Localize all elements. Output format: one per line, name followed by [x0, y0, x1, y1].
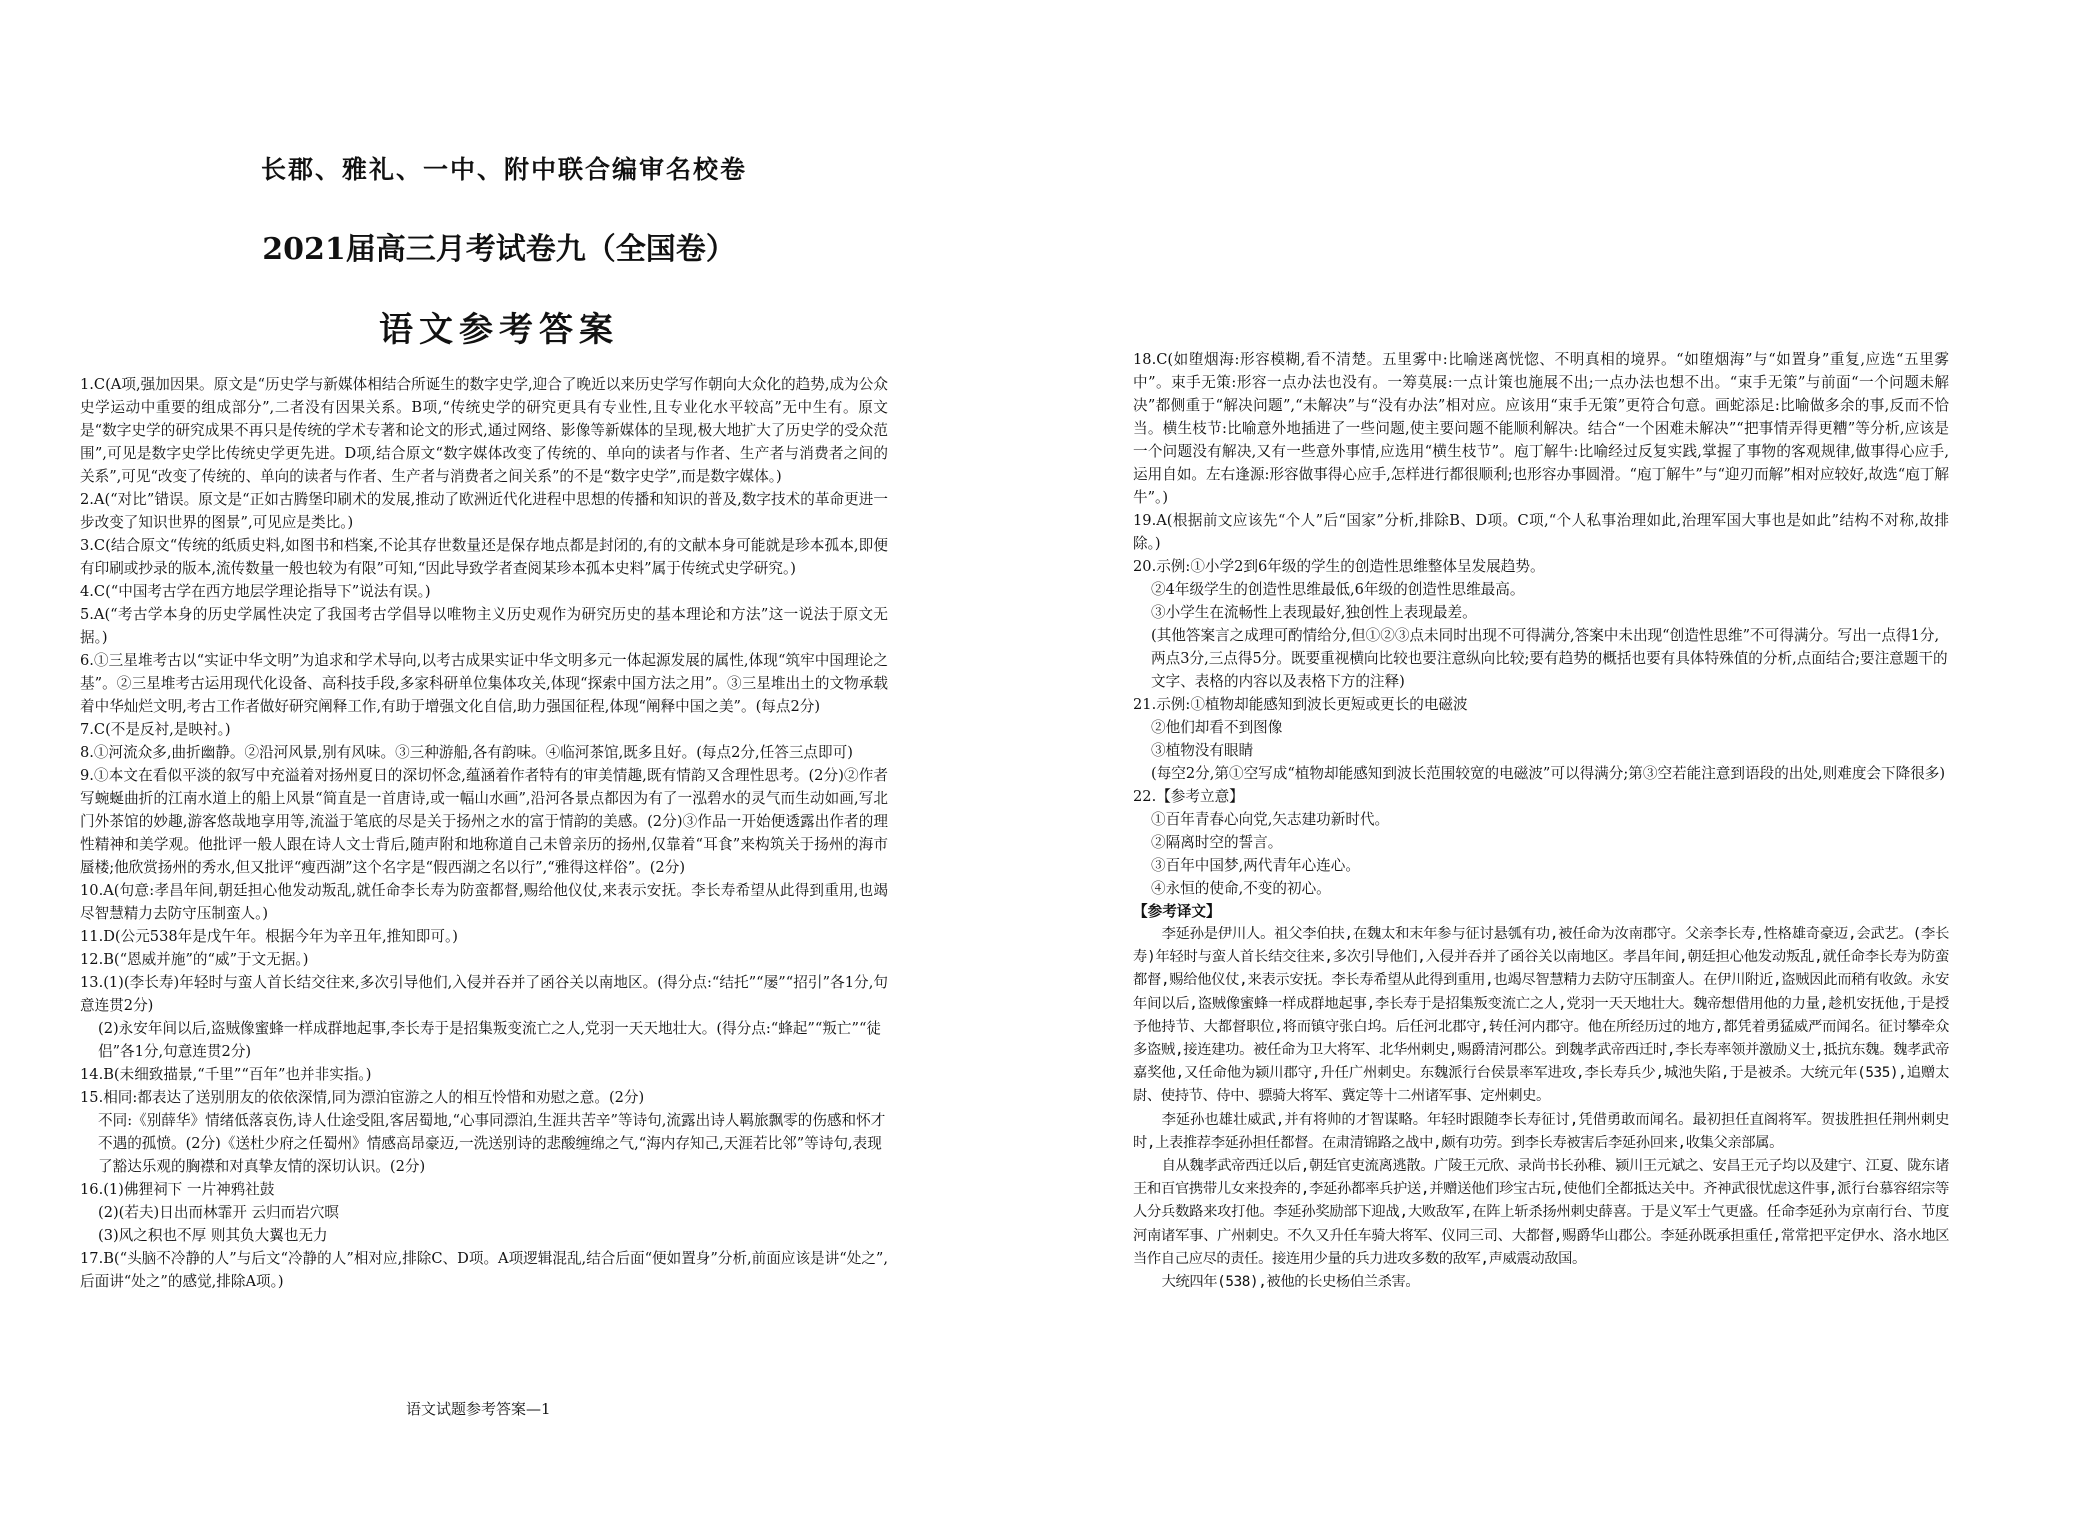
answer-19: 19.A(根据前文应该先“个人”后“国家”分析,排除B、D项。C项,“个人私事治理如此,治理军国大事也是如此”结构不对称,故排除。) — [1133, 512, 1949, 552]
answer-21-point1: 21.示例:①植物却能感知到波长更短或更长的电磁波 — [1133, 696, 1468, 713]
answer-14: 14.B(未细致描景,“千里”“百年”也并非实指。) — [80, 1066, 372, 1083]
answer-18: 18.C(如堕烟海:形容模糊,看不清楚。五里雾中:比喻迷离恍惚、不明真相的境界。“如堕烟海”与“如置身”重复,应选“五里雾中”。束手无策:形容一点办法也没有。一筹莫展:一点计策也施展不出;一点办法也想不出。“束手无策”与前面“一个问题未解决”都侧重于“解决问题”,“未解决”与“没有办法”相对应。应该用“束手无策”更符合句意。画蛇添足:比喻做多余的事,反而不恰当。横生枝节:比喻意外地插进了一些问题,使主要问题不能顺利解决。结合“一个困难未解决”“把事情弄得更糟”等分析,应该是一个问题没有解决,又有一些意外事情,应选用“横生枝节”。庖丁解牛:比喻经过反复实践,掌握了事物的客观规律,做事得心应手,运用自如。左右逢源:形容做事得心应手,怎样进行都很顺利;也形容办事圆滑。“庖丁解牛”与“迎刃而解”相对应较好,故选“庖丁解牛”。) — [1133, 351, 1949, 506]
left-column — [80, 150, 888, 1293]
answer-5: 5.A(“考古学本身的历史学属性决定了我国考古学倡导以唯物主义历史观作为研究历史的基本理论和方法”这一说法于原文无据。) — [80, 606, 888, 646]
answer-20-note: (其他答案言之成理可酌情给分,但①②③点未同时出现不可得满分,答案中未出现“创造性思维”不可得满分。写出一点得1分,两点3分,三点得5分。既要重视横向比较也要注意纵向比较;要有趋势的概括也要有具体特殊值的分析,点面结合;要注意题干的文字、表格的内容以及表格下方的注释) — [1151, 627, 1948, 690]
school-union-title: 长郡、雅礼、一中、附中联合编审名校卷 — [260, 155, 747, 184]
answer-16-line3: (3)风之积也不厚 则其负大翼也无力 — [98, 1227, 328, 1244]
answer-3: 3.C(结合原文“传统的纸质史料,如图书和档案,不论其存世数量还是保存地点都是封闭的,有的文献本身可能就是珍本孤本,即便有印刷或抄录的版本,流传数量一般也较为有限”可知,“因此导致学者查阅某珍本孤本史料”属于传统式史学研究。) — [80, 537, 888, 577]
translation-paragraph: 大统四年(538),被他的长史杨伯兰杀害。 — [1161, 1274, 1420, 1291]
answer-20-point1: 20.示例:①小学2到6年级的学生的创造性思维整体呈发展趋势。 — [1133, 558, 1545, 575]
right-column — [1133, 348, 1949, 1294]
answer-6: 6.①三星堆考古以“实证中华文明”为追求和学术导向,以考古成果实证中华文明多元一体起源发展的属性,体现“筑牢中国理论之基”。②三星堆考古运用现代化设备、高科技手段,多家科研单位集体攻关,体现“探索中国方法之用”。③三星堆出土的文物承载着中华灿烂文明,考古工作者做好研究阐释工作,有助于增强文化自信,助力强国征程,体现“阐释中国之美”。(每点2分) — [80, 652, 888, 715]
answer-22-theme: ③百年中国梦,两代青年心连心。 — [1151, 857, 1360, 874]
answer-2: 2.A(“对比”错误。原文是“正如古腾堡印刷术的发展,推动了欧洲近代化进程中思想的传播和知识的普及,数字技术的革命更进一步改变了知识世界的图景”,可见应是类比。) — [80, 491, 888, 531]
answer-4: 4.C(“中国考古学在西方地层学理论指导下”说法有误。) — [80, 583, 431, 600]
answer-21-point2: ②他们却看不到图像 — [1151, 719, 1283, 736]
answer-9: 9.①本文在看似平淡的叙写中充溢着对扬州夏日的深切怀念,蕴涵着作者特有的审美情趣,既有情韵又含理性思考。(2分)②作者写蜿蜒曲折的江南水道上的船上风景“简直是一首唐诗,或一幅山水画”,沿河各景点都因为有了一泓碧水的灵气而生动如画,写北门外茶馆的妙趣,游客悠哉地享用等,流溢于笔底的尽是关于扬州之水的富于情韵的美感。(2分)③作品一开始便透露出作者的理性精神和美学观。他批评一般人跟在诗人文士背后,随声附和地称道自己未曾亲历的扬州,仅靠着“耳食”来构筑关于扬州的海市蜃楼;他欣赏扬州的秀水,但又批评“瘦西湖”这个名字是“假西湖之名以行”,“雅得这样俗”。(2分) — [80, 767, 888, 876]
answer-11: 11.D(公元538年是戊午年。根据今年为辛丑年,推知即可。) — [80, 928, 458, 945]
answer-17: 17.B(“头脑不冷静的人”与后文“冷静的人”相对应,排除C、D项。A项逻辑混乱,结合后面“便如置身”分析,前面应该是讲“处之”,后面讲“处之”的感觉,排除A项。) — [80, 1250, 888, 1290]
answer-16-line1: 16.(1)佛狸祠下 一片神鸦社鼓 — [80, 1181, 275, 1198]
exam-title: 2021届高三月考试卷九（全国卷） — [262, 232, 736, 267]
answer-21-note: (每空2分,第①空写成“植物却能感知到波长范围较宽的电磁波”可以得满分;第③空若能注意到语段的出处,则难度会下降很多) — [1151, 765, 1946, 782]
answer-8: 8.①河流众多,曲折幽静。②沿河风景,别有风味。③三种游船,各有韵味。④临河茶馆,既多且好。(每点2分,任答三点即可) — [80, 744, 853, 761]
answer-15-different: 不同:《别薛华》情绪低落哀伤,诗人仕途受阻,客居蜀地,“心事同漂泊,生涯共苦辛”等诗句,流露出诗人羁旅飘零的伤感和怀才不遇的孤愤。(2分)《送杜少府之任蜀州》情感高昂豪迈,一洗送别诗的悲酸缠绵之气,“海内存知己,天涯若比邻”等诗句,表现了豁达乐观的胸襟和对真挚友情的深切认识。(2分) — [98, 1112, 886, 1175]
page-footer: 语文试题参考答案—1 — [406, 1400, 551, 1418]
answer-22-theme: ②隔离时空的誓言。 — [1151, 834, 1283, 851]
answer-20-point2: ②4年级学生的创造性思维最低,6年级的创造性思维最高。 — [1151, 581, 1525, 598]
answer-1: 1.C(A项,强加因果。原文是“历史学与新媒体相结合所诞生的数字史学,迎合了晚近以来历史学写作朝向大众化的趋势,成为公众史学运动中重要的组成部分”,二者没有因果关系。B项,“传统史学的研究更具有专业性,且专业化水平较高”无中生有。原文是“数字史学的研究成果不再只是传统的学术专著和论文的形式,通过网络、影像等新媒体的呈现,极大地扩大了历史学的受众范围”,可见是数字史学比传统史学更先进。D项,结合原文“数字媒体改变了传统的、单向的读者与作者、生产者与消费者之间的关系”,可见“改变了传统的、单向的读者与作者、生产者与消费者之间关系”的不是“数字史学”,而是数字媒体。) — [80, 376, 888, 485]
answer-21-point3: ③植物没有眼睛 — [1151, 742, 1254, 759]
answer-20-point3: ③小学生在流畅性上表现最好,独创性上表现最差。 — [1151, 604, 1477, 621]
answer-15-same: 15.相同:都表达了送别朋友的依依深情,同为漂泊宦游之人的相互怜惜和劝慰之意。(2分) — [80, 1089, 645, 1106]
subject-title: 语文参考答案 — [379, 310, 619, 350]
answer-22-theme: ④永恒的使命,不变的初心。 — [1151, 880, 1331, 897]
answer-16-line2: (2)(若夫)日出而林霏开 云归而岩穴暝 — [98, 1204, 340, 1221]
answer-12: 12.B(“恩威并施”的“威”于文无据。) — [80, 951, 309, 968]
translation-paragraph: 自从魏孝武帝西迁以后,朝廷官吏流离逃散。广陵王元欣、录尚书长孙稚、颍川王元斌之、安昌王元子均以及建宁、江夏、陇东诸王和百官携带儿女来投奔的,李延孙都率兵护送,并赠送他们珍宝古玩,使他们全都抵达关中。齐神武很忧虑这件事,派行台慕容绍宗等人分兵数路来攻打他。李延孙奖励部下迎战,大败敌军,在阵上斩杀扬州刺史薛喜。于是义军士气更盛。任命李延孙为京南行台、节度河南诸军事、广州刺史。不久又升任车骑大将军、仪同三司、大都督,赐爵华山郡公。李延孙既承担重任,常常把平定伊水、洛水地区当作自己应尽的责任。接连用少量的兵力进攻多数的敌军,声威震动敌国。 — [1133, 1158, 1949, 1267]
answer-22-theme: ①百年青春心向党,矢志建功新时代。 — [1151, 811, 1390, 828]
answer-22-heading: 22.【参考立意】 — [1133, 788, 1244, 805]
translation-paragraph: 李延孙也雄壮威武,并有将帅的才智谋略。年轻时跟随李长寿征讨,凭借勇敢而闻名。最初担任直阁将军。贺拔胜担任荆州刺史时,上表推荐李延孙担任都督。在肃清锦路之战中,颇有功劳。到李长寿被害后李延孙回来,收集父亲部属。 — [1133, 1111, 1949, 1151]
answer-13-part1: 13.(1)(李长寿)年轻时与蛮人首长结交往来,多次引导他们,入侵并吞并了函谷关以南地区。(得分点:“结托”“屡”“招引”各1分,句意连贯2分) — [80, 974, 888, 1014]
answer-13-part2: (2)永安年间以后,盗贼像蜜蜂一样成群地起事,李长寿于是招集叛变流亡之人,党羽一天天地壮大。(得分点:“蜂起”“叛亡”“徒侣”各1分,句意连贯2分) — [98, 1020, 882, 1060]
answer-10: 10.A(句意:孝昌年间,朝廷担心他发动叛乱,就任命李长寿为防蛮都督,赐给他仪仗,来表示安抚。李长寿希望从此得到重用,也竭尽智慧精力去防守压制蛮人。) — [80, 882, 888, 922]
translation-paragraph: 李延孙是伊川人。祖父李伯扶,在魏太和末年参与征讨悬瓠有功,被任命为汝南郡守。父亲李长寿,性格雄奇豪迈,会武艺。(李长寿)年轻时与蛮人首长结交往来,多次引导他们,入侵并吞并了函谷关以南地区。孝昌年间,朝廷担心他发动叛乱,就任命李长寿为防蛮都督,赐给他仪仗,来表示安抚。李长寿希望从此得到重用,也竭尽智慧精力去防守压制蛮人。在伊川附近,盗贼因此而稍有收敛。永安年间以后,盗贼像蜜蜂一样成群地起事,李长寿于是招集叛变流亡之人,党羽一天天地壮大。魏帝想借用他的力量,趁机安抚他,于是授予他持节、大都督职位,将而镇守张白坞。后任河北郡守,转任河内郡守。他在所经历过的地方,都凭着勇猛威严而闻名。征讨攀牵众多盗贼,接连建功。被任命为卫大将军、北华州刺史,赐爵清河郡公。到魏孝武帝西迁时,李长寿率领并激励义士,抵抗东魏。魏孝武帝嘉奖他,又任命他为颍川郡守,升任广州刺史。东魏派行台侯景率军进攻,李长寿兵少,城池失陷,于是被杀。大统元年(535),追赠太尉、使持节、侍中、骠骑大将军、冀定等十二州诸军事、定州刺史。 — [1133, 926, 1949, 1105]
answer-7: 7.C(不是反衬,是映衬。) — [80, 721, 231, 738]
translation-heading: 【参考译文】 — [1133, 903, 1221, 920]
